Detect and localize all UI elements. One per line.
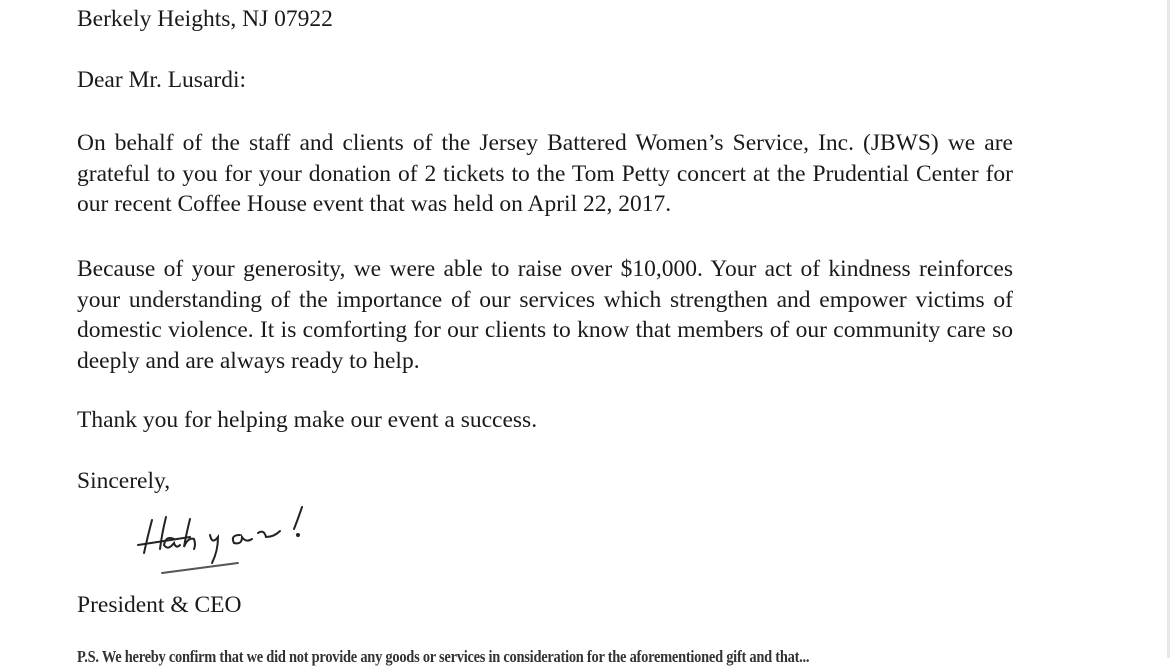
salutation: Dear Mr. Lusardi: bbox=[77, 67, 247, 93]
paragraph-thanks: Thank you for helping make our event a success. bbox=[77, 407, 538, 433]
signer-title: President & CEO bbox=[77, 592, 242, 618]
signature bbox=[130, 505, 340, 585]
paragraph-donation: On behalf of the staff and clients of the Jersey Battered Women’s Service, Inc. (JBWS) we are grateful to you for your donation of 2 tickets to the Tom Petty concert at the Prudential Center for our recent Coffee House event that was held on April 22, 2017. bbox=[77, 130, 1013, 217]
paragraph-generosity: Because of your generosity, we were able to raise over $10,000. Your act of kindness reinforces your understanding of the importance of our services which strengthen and empower victims of domestic violence. It is comforting for our clients to know that members of our community care so deeply and are always ready to help. bbox=[77, 256, 1013, 374]
address-line: Berkely Heights, NJ 07922 bbox=[77, 6, 333, 32]
postscript: P.S. We hereby confirm that we did not provide any goods or services in consideration for the aforementioned gift and that... bbox=[77, 647, 810, 666]
closing: Sincerely, bbox=[77, 468, 171, 494]
